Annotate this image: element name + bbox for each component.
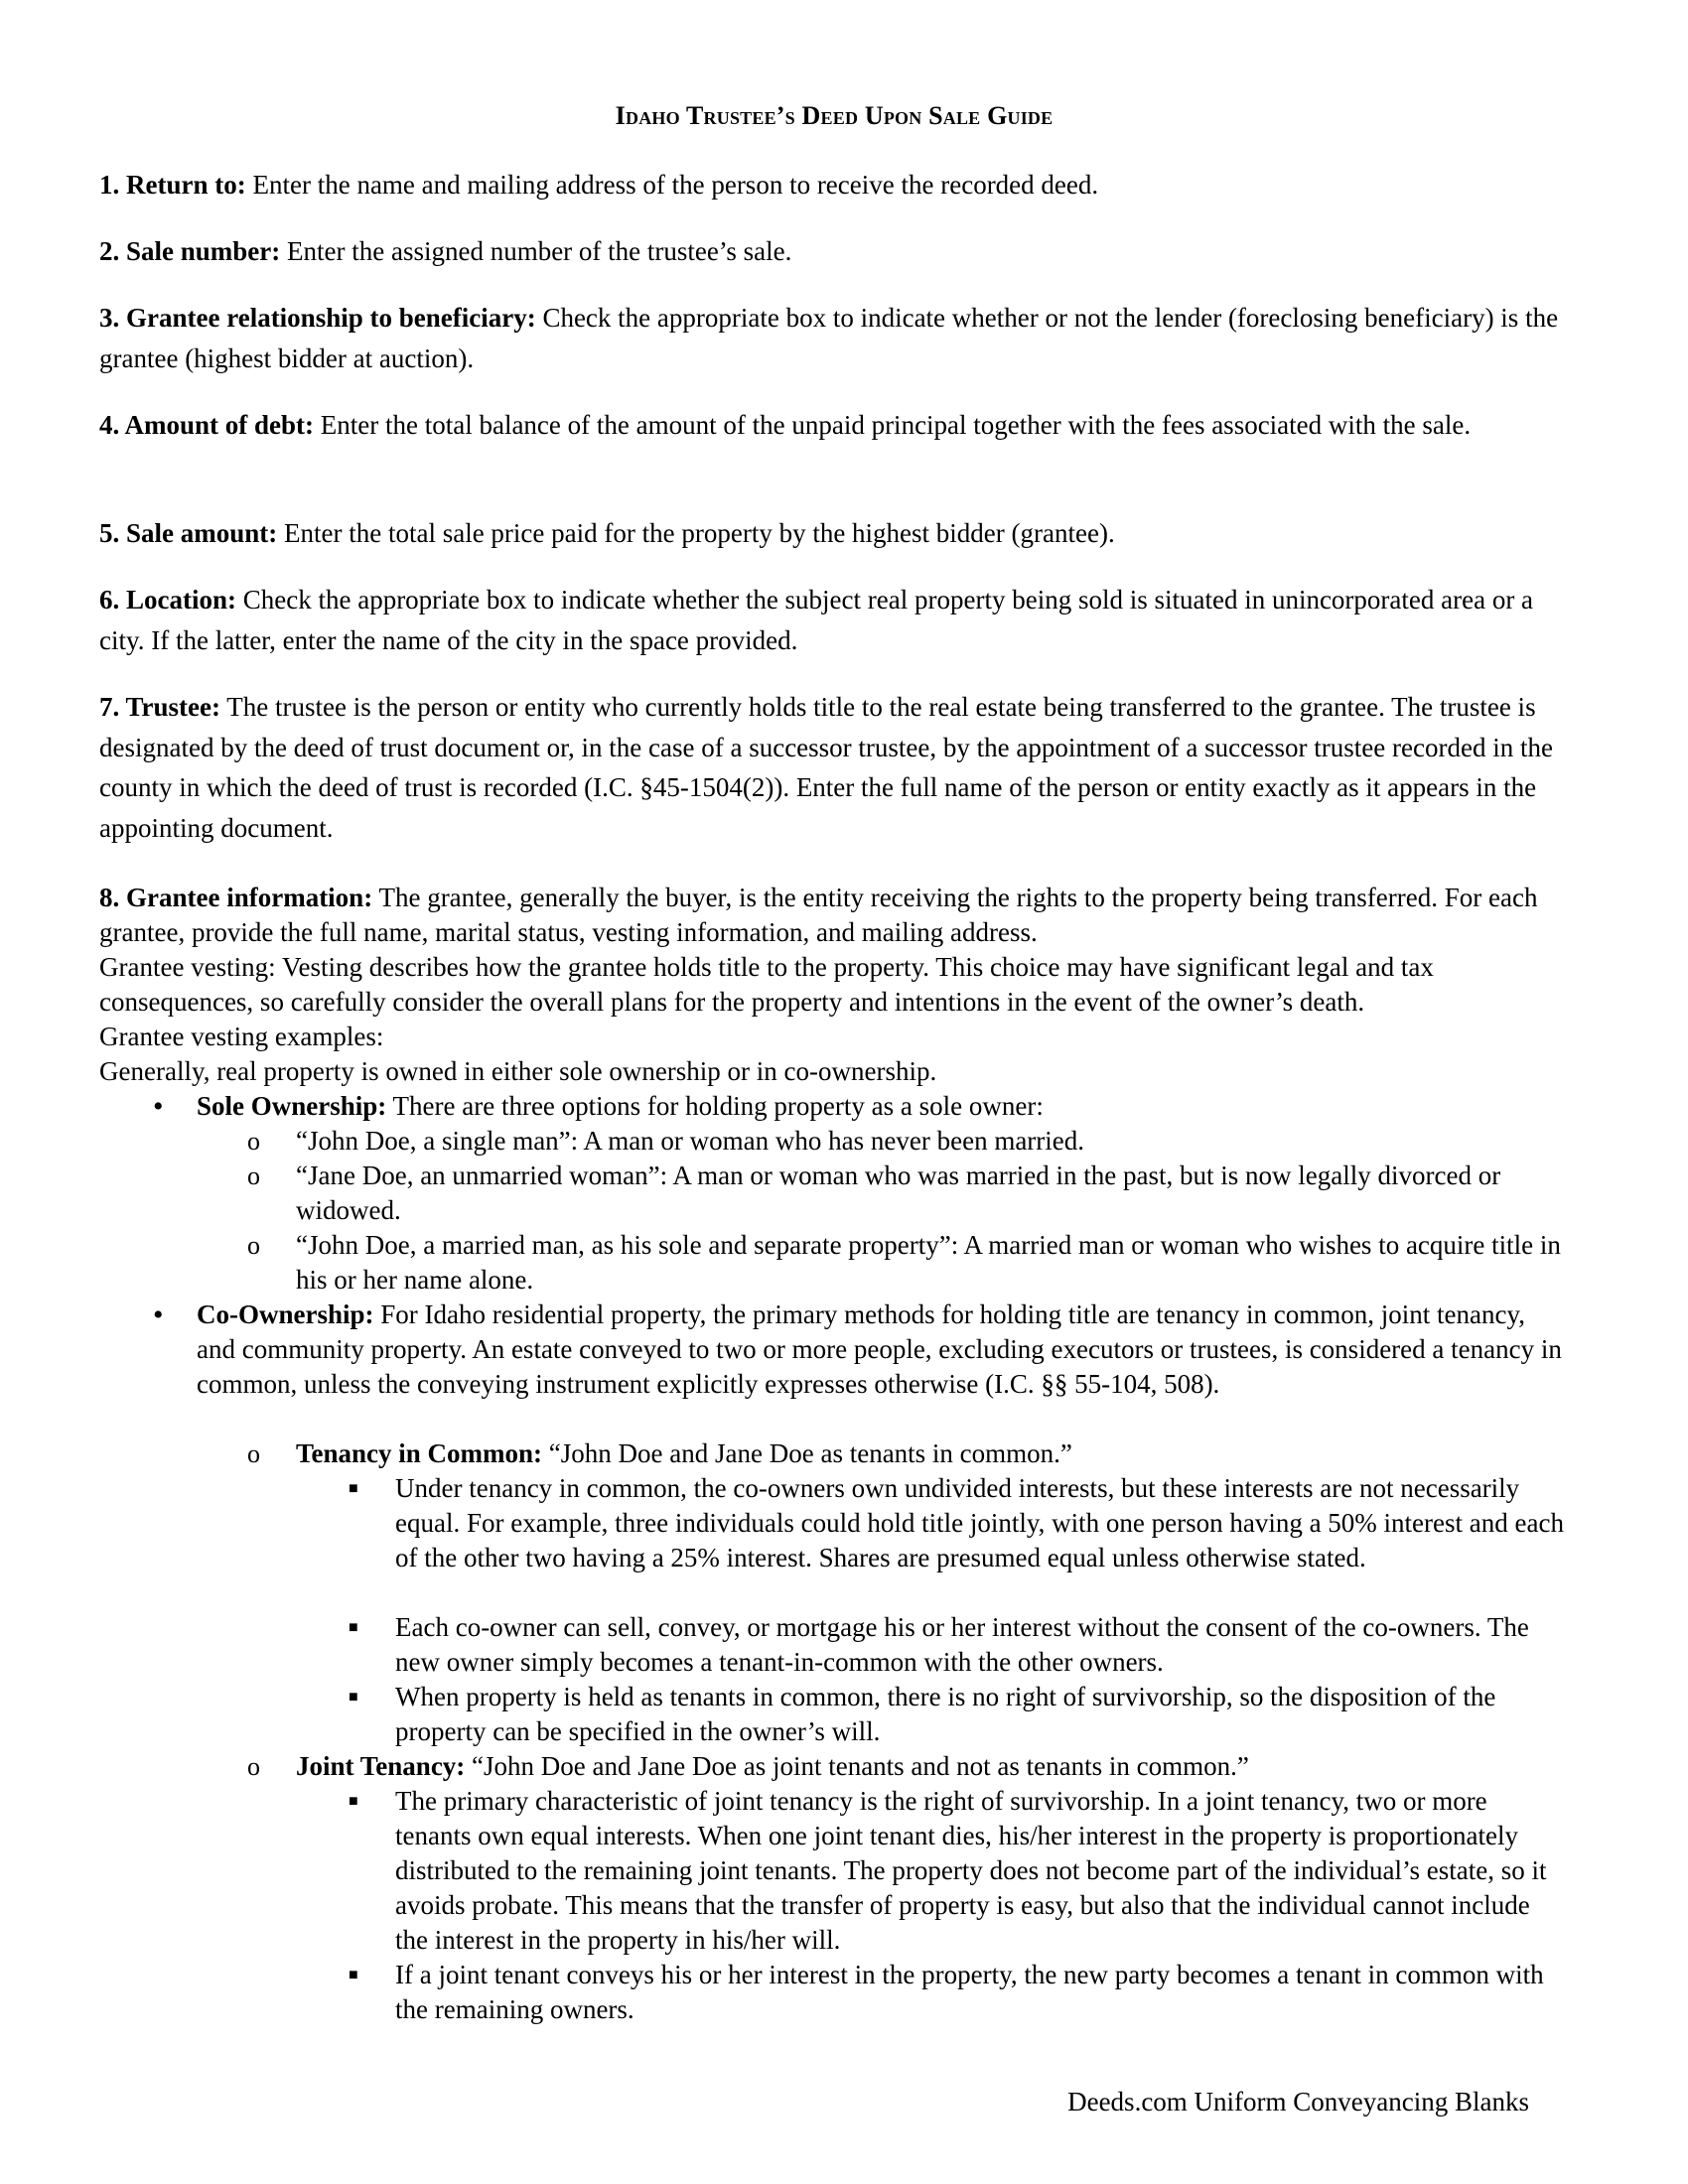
- sole-option: “John Doe, a married man, as his sole and separate property”: A married man or woman who wishes to acquire title in his or her name alone.: [296, 1230, 1561, 1295]
- tic-point: Each co-owner can sell, convey, or mortgage his or her interest without the consent of the co-owners. The new owner simply becomes a tenant-in-common with the other owners.: [395, 1612, 1529, 1677]
- tenancy-in-common: Tenancy in Common: “John Doe and Jane Doe as tenants in common.”: [296, 1438, 1072, 1468]
- co-ownership: Co-Ownership: For Idaho residential property, the primary methods for holding title are tenancy in common, joint tenancy, and community property. An estate conveyed to two or more people, excluding executors or trustees, is considered a tenancy in common, unless the conveying instrument explicitly expresses otherwise (I.C. §§ 55-104, 508).: [197, 1299, 1562, 1399]
- square-bullet-icon: ■: [349, 1967, 358, 1983]
- page-title: Idaho Trustee’s Deed Upon Sale Guide: [615, 101, 1054, 130]
- item-location: 6. Location: Check the appropriate box to indicate whether the subject real property being sold is situated in unincorporated area or a city. If the latter, enter the name of the city in the space provided.: [99, 585, 1534, 655]
- sole-option: “John Doe, a single man”: A man or woman who has never been married.: [296, 1126, 1085, 1156]
- item-return-to: 1. Return to: Enter the name and mailing address of the person to receive the recorded deed.: [99, 170, 1099, 200]
- bullet-icon: •: [153, 1298, 164, 1331]
- vesting-general: Generally, real property is owned in either sole ownership or in co-ownership.: [99, 1056, 937, 1086]
- circle-bullet-icon: o: [247, 1127, 260, 1156]
- footer-text: Deeds.com Uniform Conveyancing Blanks: [1067, 2087, 1529, 2116]
- item-amount-of-debt: 4. Amount of debt: Enter the total balance of the amount of the unpaid principal together with the fees associated with the sale.: [99, 410, 1472, 440]
- circle-bullet-icon: o: [247, 1752, 260, 1781]
- square-bullet-icon: ■: [349, 1480, 358, 1497]
- item-sale-amount: 5. Sale amount: Enter the total sale price paid for the property by the highest bidder (grantee).: [99, 518, 1115, 548]
- jt-point: If a joint tenant conveys his or her interest in the property, the new party becomes a tenant in common with the remaining owners.: [395, 1960, 1544, 2024]
- item-grantee-relationship: 3. Grantee relationship to beneficiary: Check the appropriate box to indicate whether or not the lender (foreclosing beneficiary) is the grantee (highest bidder at auction).: [99, 303, 1559, 373]
- tic-point: Under tenancy in common, the co-owners own undivided interests, but these interests are not necessarily equal. For example, three individuals could hold title jointly, with one person having a 50% interest and each of the other two having a 25% interest. Shares are presumed equal unless otherwise stated.: [395, 1473, 1564, 1572]
- item-trustee: 7. Trustee: The trustee is the person or entity who currently holds title to the real estate being transferred to the grantee. The trustee is designated by the deed of trust document or, in the case of a successor trustee, by the appointment of a successor trustee recorded in the county in which the deed of trust is recorded (I.C. §45-1504(2)). Enter the full name of the person or entity exactly as it appears in the appointing document.: [99, 692, 1553, 843]
- vesting-examples-label: Grantee vesting examples:: [99, 1022, 384, 1051]
- item-grantee-information: 8. Grantee information: The grantee, generally the buyer, is the entity receiving the rights to the property being transferred. For each grantee, provide the full name, marital status, vesting information, and mailing address.: [99, 883, 1538, 947]
- square-bullet-icon: ■: [349, 1619, 358, 1636]
- sole-ownership: Sole Ownership: There are three options for holding property as a sole owner:: [197, 1091, 1044, 1121]
- sole-option: “Jane Doe, an unmarried woman”: A man or woman who was married in the past, but is now legally divorced or widowed.: [296, 1160, 1501, 1225]
- joint-tenancy: Joint Tenancy: “John Doe and Jane Doe as joint tenants and not as tenants in common.”: [296, 1751, 1249, 1781]
- jt-point: The primary characteristic of joint tenancy is the right of survivorship. In a joint tenancy, two or more tenants own equal interests. When one joint tenant dies, his/her interest in the property is proportionately distributed to the remaining joint tenants. The property does not become part of the individual’s estate, so it avoids probate. This means that the transfer of property is easy, but also that the individual cannot include the interest in the property in his/her will.: [395, 1786, 1547, 1955]
- square-bullet-icon: ■: [349, 1793, 358, 1810]
- circle-bullet-icon: o: [247, 1161, 260, 1190]
- square-bullet-icon: ■: [349, 1689, 358, 1706]
- vesting-intro: Grantee vesting: Vesting describes how the grantee holds title to the property. This choice may have significant legal and tax consequences, so carefully consider the overall plans for the property and intentions in the event of the owner’s death.: [99, 952, 1434, 1017]
- circle-bullet-icon: o: [247, 1439, 260, 1468]
- item-sale-number: 2. Sale number: Enter the assigned number of the trustee’s sale.: [99, 236, 792, 266]
- tic-point: When property is held as tenants in common, there is no right of survivorship, so the disposition of the property can be specified in the owner’s will.: [395, 1682, 1496, 1746]
- bullet-icon: •: [153, 1090, 164, 1123]
- circle-bullet-icon: o: [247, 1231, 260, 1260]
